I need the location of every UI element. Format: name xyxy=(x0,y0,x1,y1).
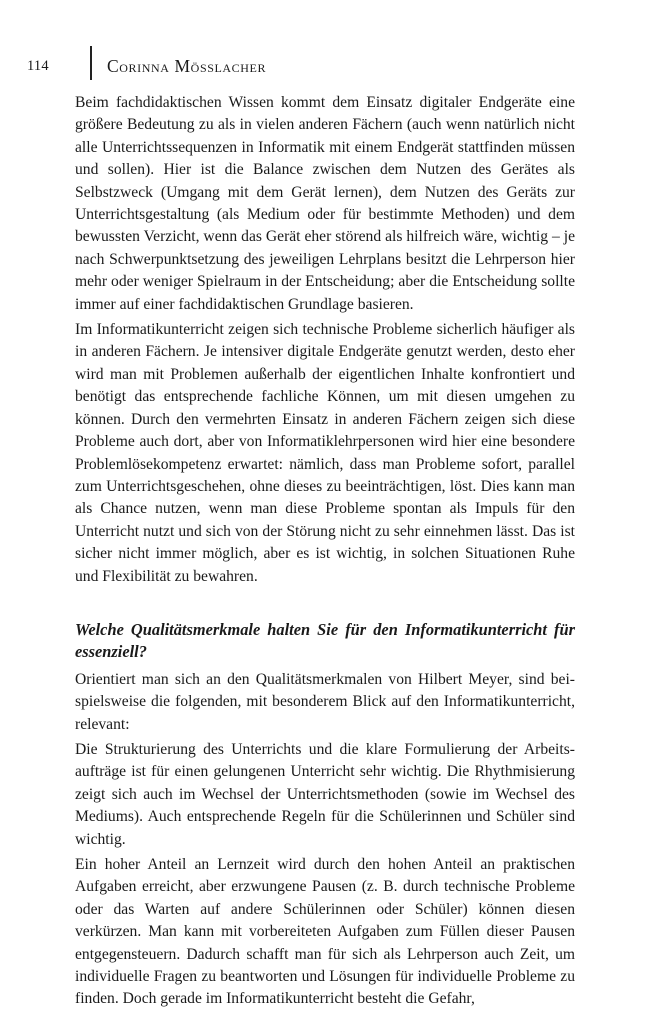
paragraph: Ein hoher Anteil an Lernzeit wird durch den hohen Anteil an praktischen Aufgaben erreicht, aber erzwungene Pausen (z. B. durch technische Probleme oder das Warten auf andere Schülerinnen oder Schüler) können diesen verkürzen. Man kann mit vorbereiteten Aufgaben zum Füllen dieser Pausen entgegensteuern. Dadurch schafft man für sich als Lehrperson auch Zeit, um individuelle Fragen zu beantworten und Lösungen für individuelle Probleme zu finden. Doch gerade im Informatikunterricht besteht die Gefahr, xyxy=(75,856,575,1008)
paragraph: Die Strukturierung des Unterrichts und die klare Formulierung der Arbeitsaufträge ist für einen gelungenen Unterricht sehr wichtig. Die Rhythmisierung zeigt sich auch im Wechsel der Unterrichtsmethoden (sowie im Wechsel des Mediums). Auch entsprechende Regeln für die Schülerinnen und Schüler sind wichtig. xyxy=(75,740,575,848)
body-text xyxy=(75,92,575,1014)
paragraph: Beim fachdidaktischen Wissen kommt dem Einsatz digitaler Endgeräte eine größere Bedeutung zu als in vielen anderen Fächern (auch wenn natürlich nicht alle Unterrichtssequenzen in Informatik mit einem Endgerät stattfinden müssen und sollen). Hier ist die Balance zwischen dem Nutzen des Gerätes als Selbstzweck (Umgang mit dem Gerät lernen), dem Nutzen des Geräts zur Unterrichtsgestaltung (als Medium oder für bestimmte Methoden) und dem bewussten Verzicht, wenn das Gerät eher störend als hilfreich wäre, wichtig – je nach Schwerpunktsetzung des jeweiligen Lehrplans besitzt die Lehrperson hier mehr oder weniger Spielraum in der Entscheidung; aber die Entscheidung sollte immer auf einer fachdidaktischen Grundlage basieren. xyxy=(75,94,575,313)
author-name: Corinna Mösslacher xyxy=(107,56,267,76)
paragraph: Im Informatikunterricht zeigen sich technische Probleme sicherlich häufiger als in anderen Fächern. Je intensiver digitale Endgeräte genutzt werden, desto eher wird man mit Problemen außerhalb der eigentlichen Inhalte konfrontiert und benötigt das entsprechende fachliche Können, um mit diesen umgehen zu können. Durch den vermehrten Einsatz in anderen Fächern zeigen sich diese Probleme auch dort, aber von Informatiklehrpersonen wird hier eine besondere Problemlösekompetenz erwartet: nämlich, dass man Probleme sofort, parallel zum Unterrichtsgeschehen, ohne dieses zu beeinträchtigen, löst. Dies kann man als Chance nutzen, wenn man diese Probleme spontan als Impuls für den Unterricht nutzt und sich von der Störung nicht zu sehr einnehmen lässt. Das ist sicher nicht immer möglich, aber es ist wichtig, in solchen Situationen Ruhe und Flexibilität zu bewahren. xyxy=(75,321,575,585)
page-number: 114 xyxy=(27,58,49,74)
running-header xyxy=(27,46,587,80)
header-divider xyxy=(90,46,92,80)
interview-question: Welche Qualitätsmerkmale halten Sie für den Informatikunterricht für essenziell? xyxy=(75,619,575,662)
paragraph: Orientiert man sich an den Qualitätsmerkmalen von Hilbert Meyer, sind beispielsweise die folgenden, mit besonderem Blick auf den Informatikunterricht, relevant: xyxy=(75,670,575,733)
